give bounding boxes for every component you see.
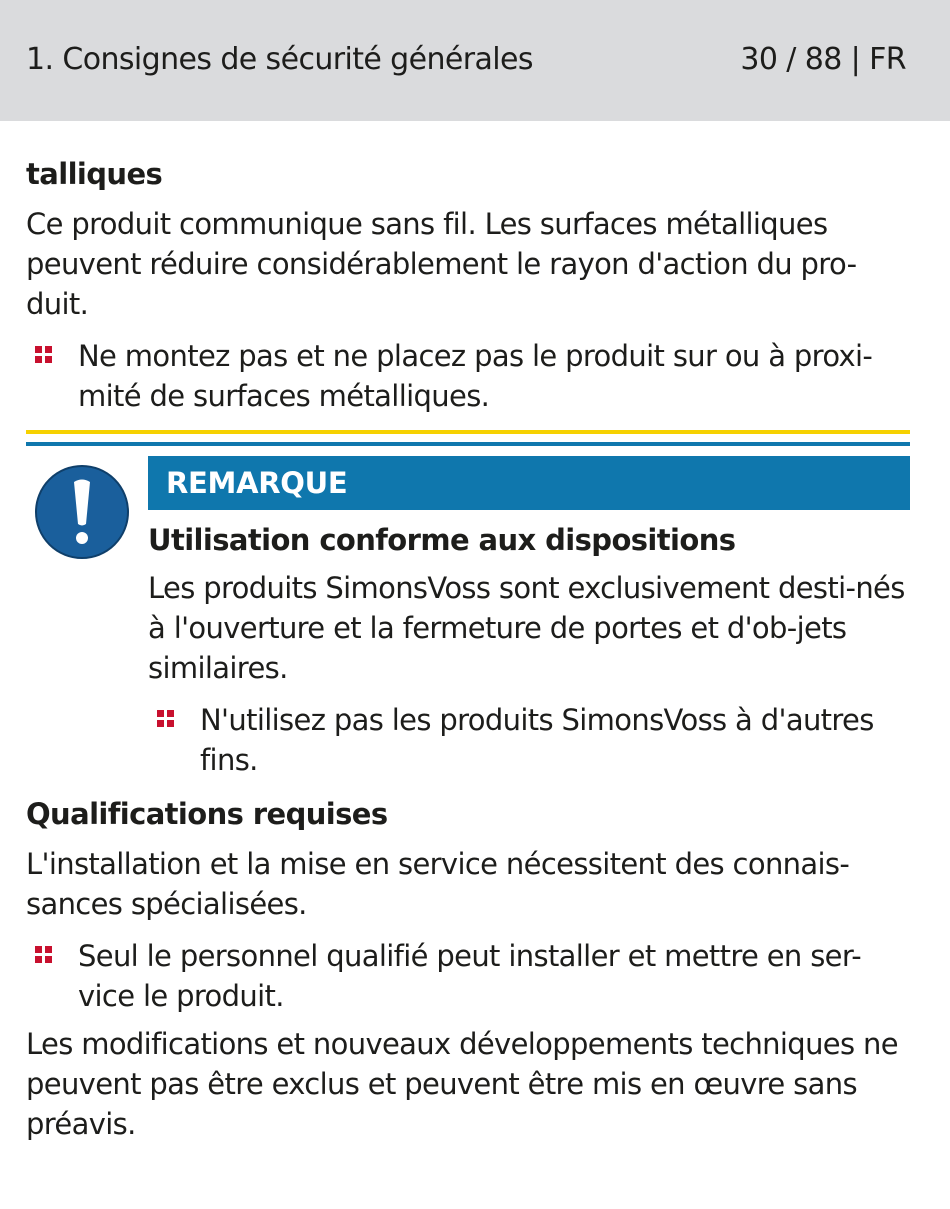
section-heading-metal: talliques <box>26 157 163 191</box>
bullet-item-metal <box>26 336 910 416</box>
paragraph-metal: Ce produit communique sans fil. Les surfaces métalliques peuvent réduire considérablement le rayon d'action du pro-duit. <box>26 207 857 321</box>
bullet-text: Seul le personnel qualifié peut installer et mettre en ser-vice le produit. <box>78 939 862 1013</box>
page-header <box>0 0 950 121</box>
divider-yellow <box>26 430 910 434</box>
bullet-item-note <box>148 700 910 780</box>
section-heading-qualifications: Qualifications requises <box>26 797 388 831</box>
red-bullet-icon <box>156 709 176 729</box>
note-paragraph: Les produits SimonsVoss sont exclusivement desti-nés à l'ouverture et la fermeture de portes et d'ob-jets similaires. <box>148 571 905 685</box>
page-indicator: 30 / 88 | FR <box>740 42 906 77</box>
page-content <box>26 152 910 1144</box>
note-box <box>26 456 910 780</box>
note-banner: REMARQUE <box>148 456 910 510</box>
bullet-text: N'utilisez pas les produits SimonsVoss à d'autres fins. <box>200 703 874 777</box>
divider-blue <box>26 442 910 446</box>
red-bullet-icon <box>34 945 54 965</box>
bullet-text: Ne montez pas et ne placez pas le produit sur ou à proxi-mité de surfaces métalliques. <box>78 339 873 413</box>
red-bullet-icon <box>34 345 54 365</box>
closing-paragraph: Les modifications et nouveaux développements techniques ne peuvent pas être exclus et peuvent être mis en œuvre sans préavis. <box>26 1027 898 1141</box>
exclamation-icon <box>34 464 130 560</box>
note-heading: Utilisation conforme aux dispositions <box>148 523 736 557</box>
section-title: 1. Consignes de sécurité générales <box>26 42 533 77</box>
paragraph-qualifications: L'installation et la mise en service nécessitent des connais-sances spécialisées. <box>26 847 850 921</box>
bullet-item-qualifications <box>26 936 910 1016</box>
